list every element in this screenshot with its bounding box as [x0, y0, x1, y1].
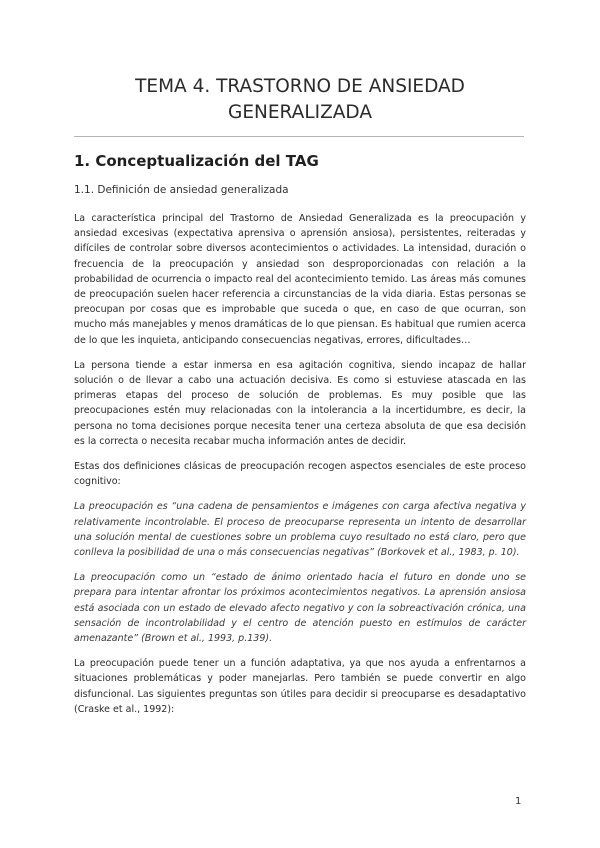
section-heading: 1. Conceptualización del TAG: [74, 152, 319, 170]
page-number: 1: [515, 796, 522, 807]
quote-borkovec: La preocupación es “una cadena de pensamientos e imágenes con carga afectiva negativa y relativamente incontrolable. El proceso de preocuparse representa un intento de desarrollar una solución mental de cuestiones sobre un problema cuyo resultado no está claro, pero que conlleva la posibilidad de una o más consecuencias negativas” (Borkovek et al., 1983, p. 10).: [74, 501, 526, 559]
title-divider: [74, 136, 524, 137]
title-line-1: TEMA 4. TRASTORNO DE ANSIEDAD: [135, 76, 465, 97]
title-line-2: GENERALIZADA: [228, 102, 372, 123]
paragraph-6: La preocupación puede tener un a función adaptativa, ya que nos ayuda a enfrentarnos a situaciones problemáticas y poder manejarlas. Pero también se puede convertir en algo disfuncional. Las siguientes preguntas son útiles para decidir si preocuparse es desadaptativo (Craske et al., 1992):: [74, 658, 526, 715]
paragraph-2: La persona tiende a estar inmersa en esa agitación cognitiva, siendo incapaz de hallar solución o de llevar a cabo una actuación decisiva. Es como si estuviese atascada en las primeras etapas del proceso de solución de problemas. Es muy posible que las preocupaciones estén muy relacionadas con la intolerancia a la incertidumbre, es decir, la persona no toma decisiones porque necesita tener una certeza absoluta de que esa decisión es la correcta o necesita recabar mucha información antes de decidir.: [74, 359, 526, 447]
subsection-heading: 1.1. Definición de ansiedad generalizada: [74, 184, 289, 196]
body-text: [74, 211, 526, 727]
quote-brown: La preocupación como un “estado de ánimo orientado hacia el futuro en donde uno se prepara para intentar afrontar los próximos acontecimientos negativos. La aprensión ansiosa está asociada con un estado de elevado afecto negativo y con la sobreactivación crónica, una sensación de incontrolabilidad y el centro de atención puesto en estímulos de carácter amenazante” (Brown et al., 1993, p.139).: [74, 572, 526, 645]
paragraph-1: La característica principal del Trastorno de Ansiedad Generalizada es la preocupación y ansiedad excesivas (expectativa aprensiva o aprensión ansiosa), persistentes, reiteradas y difíciles de controlar sobre diversos acontecimientos o actividades. La intensidad, duración o frecuencia de la preocupación y ansiedad son desproporcionadas con relación a la probabilidad de ocurrencia o impacto real del acontecimiento temido. Las áreas más comunes de preocupación suelen hacer referencia a circunstancias de la vida diaria. Estas personas se preocupan por cosas que es improbable que suceda o que, en caso de que ocurran, son mucho más manejables y menos dramáticas de lo que piensan. Es habitual que rumien acerca de lo que les inquieta, anticipando consecuencias negativas, errores, dificultades…: [74, 213, 526, 346]
paragraph-3: Estas dos definiciones clásicas de preocupación recogen aspectos esenciales de este proceso cognitivo:: [74, 461, 526, 488]
document-title: [60, 74, 540, 126]
